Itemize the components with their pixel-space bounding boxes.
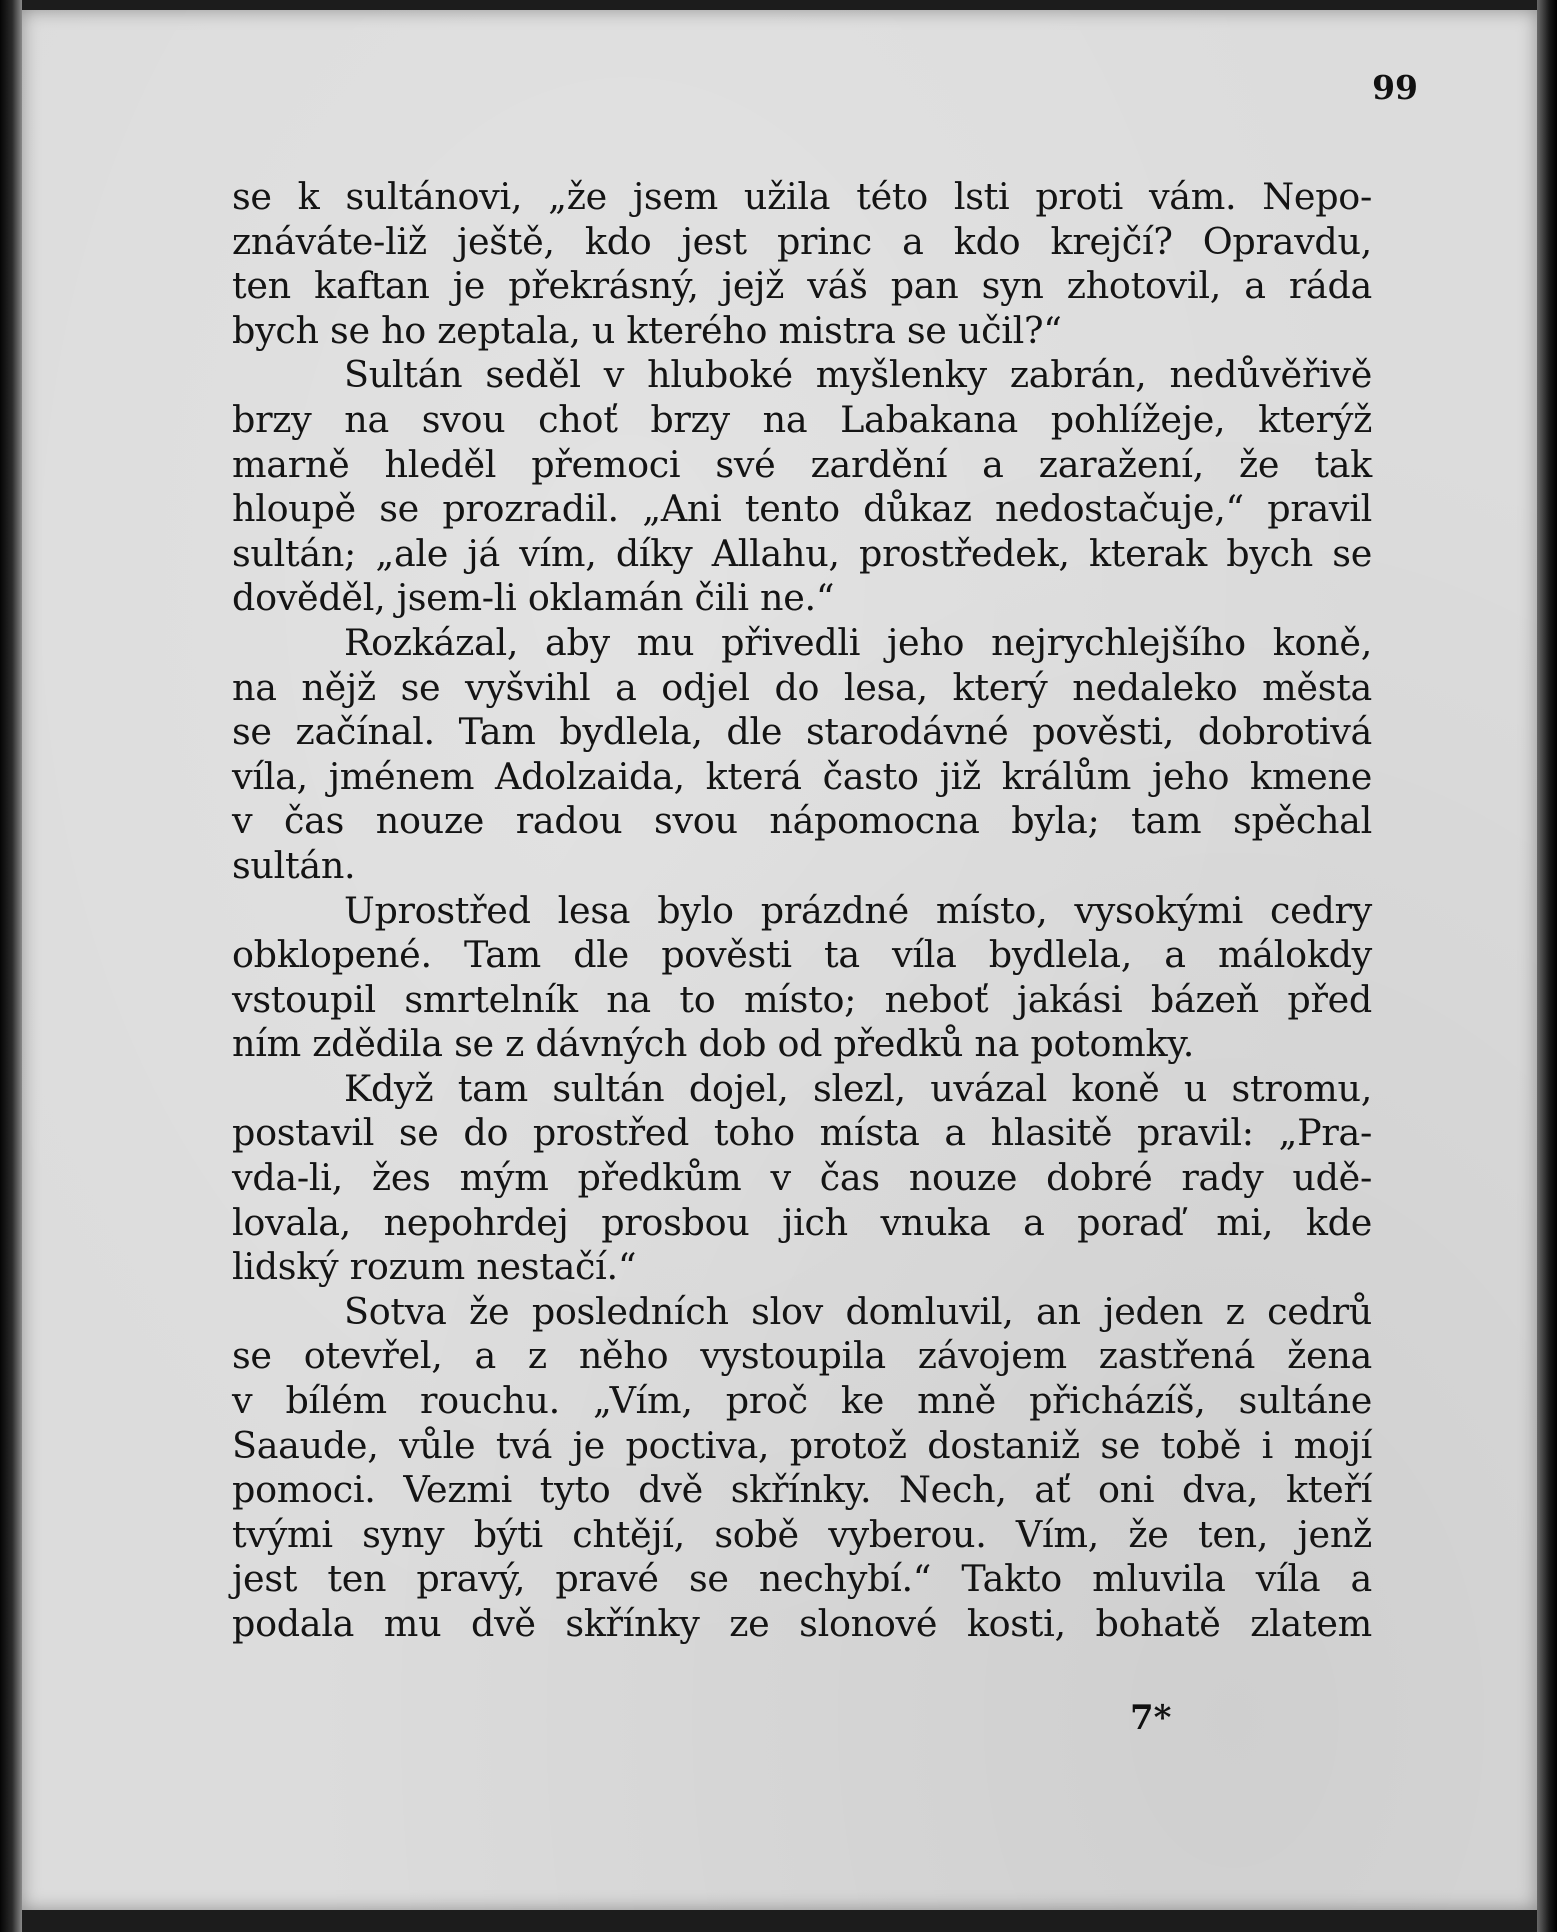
- text-line: Rozkázal, aby mu přivedli jeho nejrychlejšího koně,: [344, 620, 1372, 664]
- text-line: se otevřel, a z něho vystoupila závojem zastřená žena: [232, 1334, 1372, 1378]
- printer-signature-mark: 7*: [1130, 1698, 1172, 1738]
- text-line: Sultán seděl v hluboké myšlenky zabrán, nedůvěřivě: [344, 353, 1372, 397]
- text-line: sultán; „ale já vím, díky Allahu, prostředek, kterak bych se: [232, 531, 1372, 575]
- text-line: podala mu dvě skřínky ze slonové kosti, bohatě zlatem: [232, 1602, 1372, 1645]
- text-line: Sotva že posledních slov domluvil, an jeden z cedrů: [344, 1289, 1372, 1333]
- text-line: se začínal. Tam bydlela, dle starodávné pověsti, dobrotivá: [232, 710, 1372, 754]
- text-line: na nějž se vyšvihl a odjel do lesa, který nedaleko města: [232, 665, 1372, 709]
- text-line: Saaude, vůle tvá je poctiva, protož dostaniž se tobě i mojí: [232, 1423, 1372, 1467]
- text-line: dověděl, jsem-li oklamán čili ne.“: [232, 576, 835, 620]
- text-line: lidský rozum nestačí.“: [232, 1245, 637, 1289]
- text-line: Uprostřed lesa bylo prázdné místo, vysokými cedry: [344, 888, 1372, 932]
- text-line: marně hleděl přemoci své zardění a zaražení, že tak: [232, 442, 1372, 486]
- text-line: obklopené. Tam dle pověsti ta víla bydlela, a málokdy: [232, 933, 1372, 977]
- text-line: vstoupil smrtelník na to místo; neboť jakási bázeň před: [232, 977, 1372, 1021]
- text-line: v čas nouze radou svou nápomocna byla; tam spěchal: [232, 799, 1372, 843]
- text-line: víla, jménem Adolzaida, která často již králům jeho kmene: [232, 754, 1372, 798]
- page-right-edge: [1537, 0, 1557, 1932]
- text-line: znáváte-liž ještě, kdo jest princ a kdo krejčí? Opravdu,: [232, 219, 1372, 263]
- text-line: ten kaftan je překrásný, jejž váš pan syn zhotovil, a ráda: [232, 264, 1372, 308]
- text-line: tvými syny býti chtějí, sobě vyberou. Vím, že ten, jenž: [232, 1512, 1372, 1556]
- text-line: ním zdědila se z dávných dob od předků na potomky.: [232, 1022, 1195, 1066]
- text-line: hloupě se prozradil. „Ani tento důkaz nedostačuje,“ pravil: [232, 487, 1372, 531]
- text-line: postavil se do prostřed toho místa a hlasitě pravil: „Pra-: [232, 1111, 1372, 1155]
- text-line: vda-li, žes mým předkům v čas nouze dobré rady udě-: [232, 1156, 1372, 1200]
- text-line: bych se ho zeptala, u kterého mistra se učil?“: [232, 308, 1062, 352]
- text-line: sultán.: [232, 843, 356, 887]
- text-line: Když tam sultán dojel, slezl, uvázal koně u stromu,: [344, 1066, 1372, 1110]
- text-line: jest ten pravý, pravé se nechybí.“ Takto mluvila víla a: [232, 1557, 1372, 1601]
- page-number: 99: [1372, 68, 1418, 107]
- book-binding-edge: [0, 0, 22, 1932]
- text-line: brzy na svou choť brzy na Labakana pohlížeje, kterýž: [232, 397, 1372, 441]
- text-line: v bílém rouchu. „Vím, proč ke mně přicházíš, sultáne: [232, 1379, 1372, 1423]
- text-line: lovala, nepohrdej prosbou jich vnuka a poraď mi, kde: [232, 1200, 1372, 1244]
- text-line: se k sultánovi, „že jsem užila této lsti proti vám. Nepo-: [232, 175, 1372, 218]
- text-line: pomoci. Vezmi tyto dvě skřínky. Nech, ať oni dva, kteří: [232, 1468, 1372, 1512]
- page-text-body: [232, 175, 1372, 1647]
